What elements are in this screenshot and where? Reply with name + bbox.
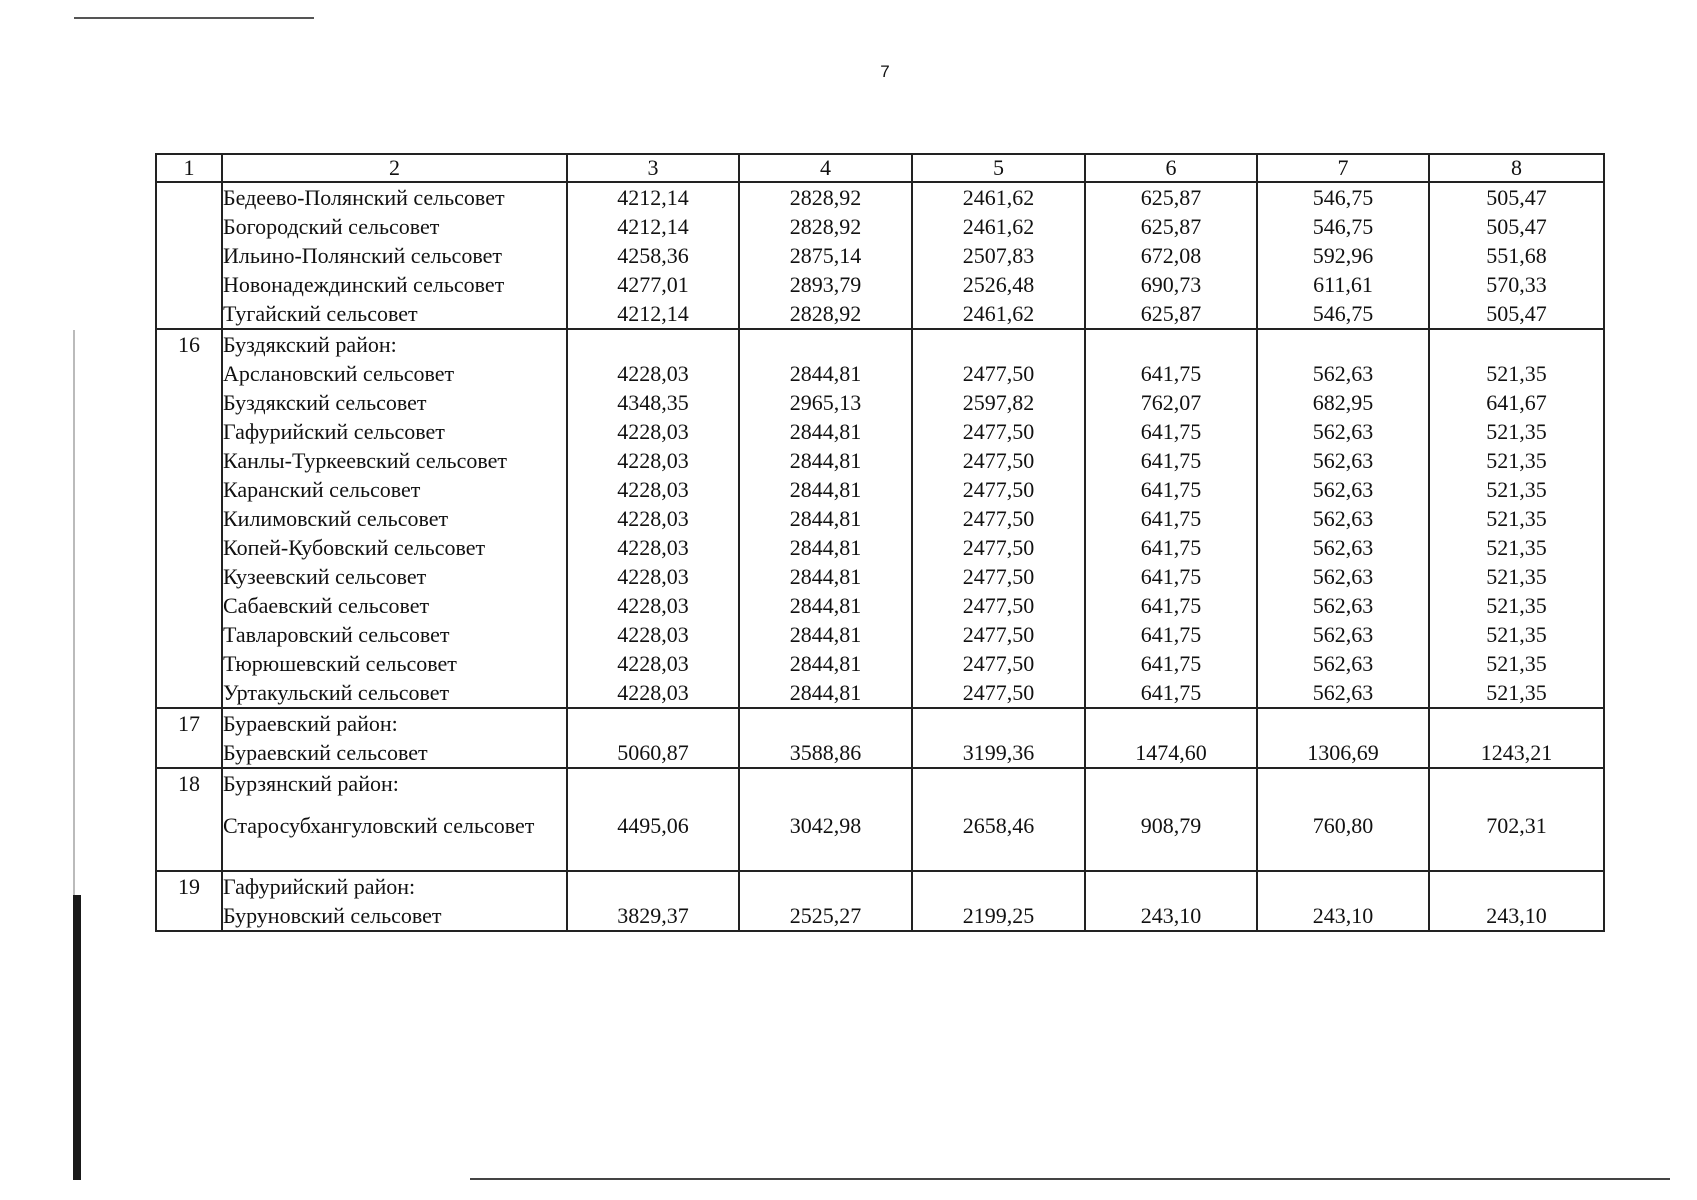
column-header: 8 <box>1429 154 1604 182</box>
value-cell: 4228,03 <box>617 651 689 676</box>
district-title: Бураевский район: <box>223 711 398 736</box>
value-cell: 4212,14 <box>617 214 689 239</box>
value-cell: 760,80 <box>1312 813 1374 838</box>
value-cell: 641,75 <box>1140 361 1202 386</box>
value-cell: 562,63 <box>1312 477 1374 502</box>
value-cell: 2477,50 <box>962 622 1035 647</box>
column-header: 6 <box>1085 154 1257 182</box>
value-column <box>1085 182 1257 329</box>
value-cell: 2844,81 <box>789 593 862 618</box>
value-cell: 4228,03 <box>617 535 689 560</box>
value-cell: 521,35 <box>1486 680 1547 705</box>
settlement-name: Богородский сельсовет <box>223 214 440 239</box>
value-column <box>739 182 912 329</box>
value-cell: 243,10 <box>1486 903 1547 928</box>
value-cell: 521,35 <box>1486 651 1547 676</box>
value-cell: 690,73 <box>1140 272 1202 297</box>
value-cell: 2461,62 <box>962 214 1035 239</box>
value-cell: 521,35 <box>1486 477 1547 502</box>
value-cell: 2844,81 <box>789 448 862 473</box>
value-cell: 4277,01 <box>617 272 689 297</box>
row-number: 17 <box>156 708 222 768</box>
district-title: Бурзянский район: <box>223 771 399 796</box>
settlement-name: Буздякский сельсовет <box>223 390 427 415</box>
value-cell: 2477,50 <box>962 535 1035 560</box>
value-cell: 3042,98 <box>789 813 862 838</box>
value-column <box>739 329 912 708</box>
value-cell: 4212,14 <box>617 185 689 210</box>
value-cell: 2844,81 <box>789 535 862 560</box>
value-cell: 505,47 <box>1486 301 1547 326</box>
value-cell: 2658,46 <box>962 813 1035 838</box>
value-cell: 2828,92 <box>789 214 862 239</box>
value-cell: 562,63 <box>1312 680 1374 705</box>
settlement-name: Буруновский сельсовет <box>223 903 442 928</box>
value-cell: 546,75 <box>1312 185 1374 210</box>
value-cell: 625,87 <box>1140 301 1202 326</box>
value-column <box>1429 768 1604 871</box>
value-cell: 2893,79 <box>789 272 862 297</box>
settlement-name: Тугайский сельсовет <box>223 301 418 326</box>
value-column <box>739 871 912 931</box>
value-cell: 625,87 <box>1140 214 1202 239</box>
value-cell: 551,68 <box>1486 243 1547 268</box>
row-number <box>156 182 222 329</box>
value-cell: 4212,14 <box>617 301 689 326</box>
row-number: 18 <box>156 768 222 871</box>
value-cell: 2965,13 <box>789 390 862 415</box>
value-cell: 521,35 <box>1486 564 1547 589</box>
value-cell: 562,63 <box>1312 506 1374 531</box>
value-cell: 4228,03 <box>617 419 689 444</box>
settlement-name: Бедеево-Полянский сельсовет <box>223 185 505 210</box>
settlement-name: Каранский сельсовет <box>223 477 421 502</box>
value-cell: 2844,81 <box>789 506 862 531</box>
column-header: 7 <box>1257 154 1429 182</box>
table-row <box>156 768 1604 871</box>
value-column <box>1085 329 1257 708</box>
top-rule <box>74 17 314 19</box>
value-column <box>1257 768 1429 871</box>
value-cell: 4228,03 <box>617 622 689 647</box>
value-cell: 4228,03 <box>617 477 689 502</box>
row-number: 16 <box>156 329 222 708</box>
table-row <box>156 329 1604 708</box>
column-header: 1 <box>156 154 222 182</box>
value-cell: 611,61 <box>1313 272 1373 297</box>
value-cell: 641,75 <box>1140 448 1202 473</box>
value-cell: 2526,48 <box>962 272 1035 297</box>
value-column <box>567 329 739 708</box>
value-column <box>1085 768 1257 871</box>
value-column <box>1429 708 1604 768</box>
value-column <box>739 768 912 871</box>
value-cell: 521,35 <box>1486 419 1547 444</box>
value-cell: 2461,62 <box>962 301 1035 326</box>
value-cell: 2828,92 <box>789 185 862 210</box>
value-column <box>912 871 1085 931</box>
value-cell: 562,63 <box>1312 622 1374 647</box>
scan-edge-dark <box>73 895 81 1180</box>
settlement-name: Уртакульский сельсовет <box>223 680 450 705</box>
value-cell: 243,10 <box>1312 903 1374 928</box>
settlement-name: Гафурийский сельсовет <box>223 419 445 444</box>
settlement-name: Арслановский сельсовет <box>223 361 455 386</box>
value-cell: 521,35 <box>1486 535 1547 560</box>
value-cell: 2477,50 <box>962 361 1035 386</box>
header-row <box>156 154 1604 182</box>
value-cell: 2477,50 <box>962 448 1035 473</box>
value-cell: 243,10 <box>1140 903 1202 928</box>
settlement-name: Копей-Кубовский сельсовет <box>223 535 486 560</box>
value-cell: 641,75 <box>1140 564 1202 589</box>
value-cell: 641,75 <box>1140 593 1202 618</box>
value-cell: 4228,03 <box>617 593 689 618</box>
value-cell: 2875,14 <box>789 243 862 268</box>
value-cell: 641,75 <box>1140 535 1202 560</box>
value-cell: 2844,81 <box>789 622 862 647</box>
value-cell: 562,63 <box>1312 564 1374 589</box>
value-cell: 4228,03 <box>617 680 689 705</box>
value-column <box>1429 329 1604 708</box>
value-cell: 505,47 <box>1486 214 1547 239</box>
settlement-names <box>222 708 567 768</box>
value-cell: 3199,36 <box>962 740 1035 765</box>
value-column <box>1257 182 1429 329</box>
value-cell: 2477,50 <box>962 477 1035 502</box>
value-column <box>1257 708 1429 768</box>
value-cell: 2844,81 <box>789 564 862 589</box>
settlement-name: Бураевский сельсовет <box>223 740 428 765</box>
value-cell: 562,63 <box>1312 535 1374 560</box>
value-column <box>567 768 739 871</box>
settlement-name: Ильино-Полянский сельсовет <box>223 243 502 268</box>
value-column <box>1257 871 1429 931</box>
settlement-name: Килимовский сельсовет <box>223 506 449 531</box>
value-column <box>912 768 1085 871</box>
value-cell: 2507,83 <box>962 243 1035 268</box>
settlement-name: Старосубхангуловский сельсовет <box>223 813 535 838</box>
settlement-names <box>222 871 567 931</box>
column-header: 2 <box>222 154 567 182</box>
value-cell: 5060,87 <box>617 740 689 765</box>
value-cell: 641,75 <box>1140 506 1202 531</box>
value-cell: 2477,50 <box>962 564 1035 589</box>
value-cell: 562,63 <box>1312 448 1374 473</box>
value-cell: 4258,36 <box>617 243 689 268</box>
value-cell: 641,75 <box>1140 622 1202 647</box>
value-cell: 2844,81 <box>789 419 862 444</box>
settlement-name: Сабаевский сельсовет <box>223 593 430 618</box>
value-cell: 562,63 <box>1312 419 1374 444</box>
value-cell: 625,87 <box>1140 185 1202 210</box>
settlement-names <box>222 768 567 871</box>
data-table <box>155 153 1605 932</box>
value-cell: 505,47 <box>1486 185 1547 210</box>
column-header: 5 <box>912 154 1085 182</box>
value-cell: 2477,50 <box>962 419 1035 444</box>
value-cell: 2199,25 <box>962 903 1035 928</box>
table-row <box>156 182 1604 329</box>
value-cell: 521,35 <box>1486 361 1547 386</box>
value-cell: 682,95 <box>1312 390 1374 415</box>
value-column <box>1085 708 1257 768</box>
value-column <box>567 708 739 768</box>
value-cell: 641,75 <box>1140 680 1202 705</box>
value-column <box>1085 871 1257 931</box>
value-cell: 2525,27 <box>789 903 862 928</box>
column-header: 3 <box>567 154 739 182</box>
value-cell: 641,75 <box>1140 651 1202 676</box>
value-cell: 641,75 <box>1140 477 1202 502</box>
value-cell: 1474,60 <box>1135 740 1207 765</box>
value-cell: 592,96 <box>1312 243 1374 268</box>
value-column <box>912 708 1085 768</box>
value-cell: 546,75 <box>1312 301 1374 326</box>
row-number: 19 <box>156 871 222 931</box>
value-cell: 2844,81 <box>789 477 862 502</box>
value-column <box>1429 182 1604 329</box>
value-cell: 2844,81 <box>789 361 862 386</box>
value-cell: 1243,21 <box>1480 740 1553 765</box>
value-cell: 521,35 <box>1486 593 1547 618</box>
value-cell: 672,08 <box>1140 243 1202 268</box>
value-cell: 4228,03 <box>617 506 689 531</box>
value-column <box>567 871 739 931</box>
value-cell: 3829,37 <box>617 903 689 928</box>
value-cell: 762,07 <box>1140 390 1202 415</box>
value-cell: 3588,86 <box>789 740 862 765</box>
value-column <box>1429 871 1604 931</box>
value-cell: 521,35 <box>1486 506 1547 531</box>
value-column <box>912 329 1085 708</box>
value-cell: 4228,03 <box>617 361 689 386</box>
value-cell: 641,67 <box>1486 390 1547 415</box>
value-cell: 562,63 <box>1312 593 1374 618</box>
value-cell: 562,63 <box>1312 651 1374 676</box>
value-cell: 1306,69 <box>1307 740 1379 765</box>
bottom-rule <box>470 1178 1670 1180</box>
settlement-name: Тюрюшевский сельсовет <box>223 651 457 676</box>
value-cell: 702,31 <box>1486 813 1547 838</box>
value-cell: 2844,81 <box>789 680 862 705</box>
settlement-name: Кузеевский сельсовет <box>223 564 427 589</box>
table-row <box>156 871 1604 931</box>
table-row <box>156 708 1604 768</box>
value-cell: 908,79 <box>1140 813 1202 838</box>
column-header: 4 <box>739 154 912 182</box>
settlement-name: Тавларовский сельсовет <box>223 622 450 647</box>
value-cell: 570,33 <box>1486 272 1547 297</box>
value-cell: 4495,06 <box>617 813 689 838</box>
settlement-names <box>222 182 567 329</box>
value-cell: 521,35 <box>1486 622 1547 647</box>
value-cell: 2477,50 <box>962 680 1035 705</box>
page-number: 7 <box>880 62 890 81</box>
value-cell: 2828,92 <box>789 301 862 326</box>
value-column <box>739 708 912 768</box>
settlement-name: Новонадеждинский сельсовет <box>223 272 505 297</box>
value-cell: 4228,03 <box>617 564 689 589</box>
settlement-name: Канлы-Туркеевский сельсовет <box>223 448 507 473</box>
value-cell: 4348,35 <box>617 390 689 415</box>
value-cell: 641,75 <box>1140 419 1202 444</box>
district-title: Буздякский район: <box>223 332 397 357</box>
value-column <box>1257 329 1429 708</box>
value-cell: 562,63 <box>1312 361 1374 386</box>
value-cell: 2477,50 <box>962 593 1035 618</box>
settlement-names <box>222 329 567 708</box>
value-cell: 2461,62 <box>962 185 1035 210</box>
value-cell: 2844,81 <box>789 651 862 676</box>
value-column <box>912 182 1085 329</box>
value-cell: 2477,50 <box>962 651 1035 676</box>
district-title: Гафурийский район: <box>223 874 416 899</box>
value-cell: 2597,82 <box>962 390 1035 415</box>
value-cell: 4228,03 <box>617 448 689 473</box>
value-cell: 546,75 <box>1312 214 1374 239</box>
value-cell: 2477,50 <box>962 506 1035 531</box>
value-column <box>567 182 739 329</box>
value-cell: 521,35 <box>1486 448 1547 473</box>
scan-edge <box>73 330 75 895</box>
